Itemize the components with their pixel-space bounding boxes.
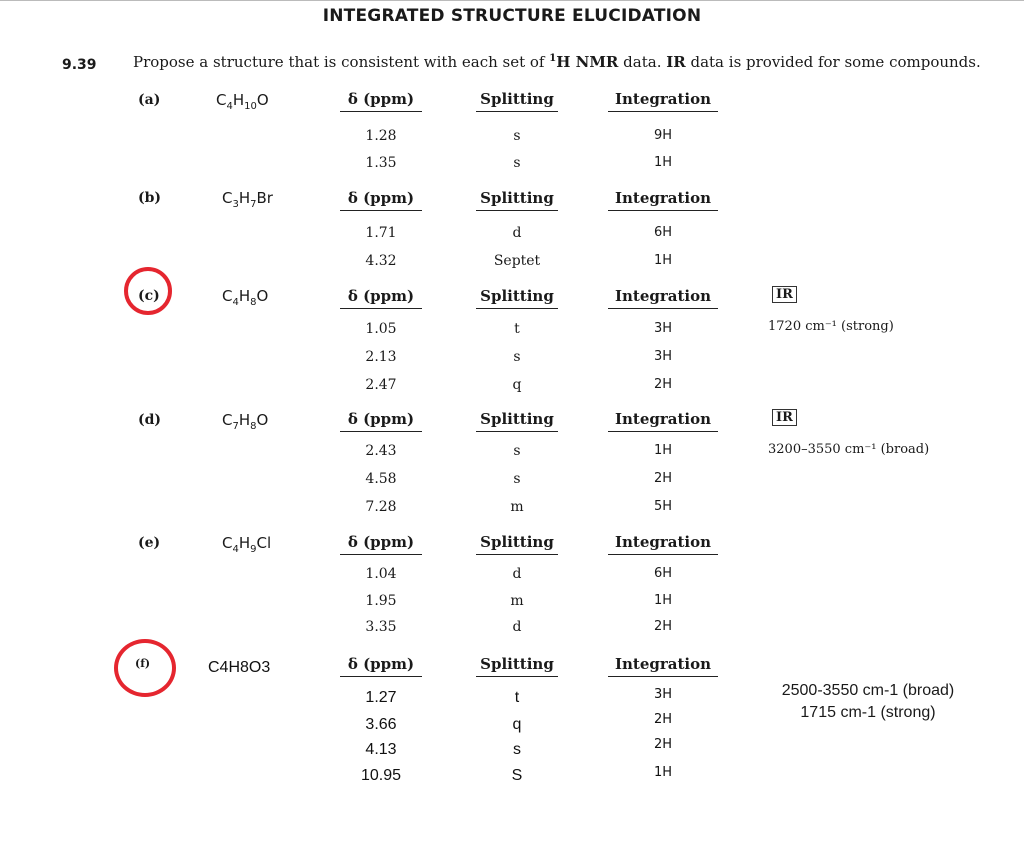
part-e-ppm-1: 1.04	[365, 566, 397, 582]
problem-number: 9.39	[62, 57, 97, 73]
part-e-split-2: m	[510, 593, 524, 609]
part-e-split-3: d	[512, 619, 522, 635]
part-f-label: (f)	[135, 657, 151, 670]
part-f-split-4: S	[511, 767, 523, 784]
part-a-integration-header: Integration	[608, 90, 718, 112]
part-d-integ-3: 5H	[653, 499, 673, 514]
part-d-integ-1: 1H	[653, 443, 673, 458]
part-a-ppm-1: 1.28	[365, 128, 397, 144]
part-f-ir-line-1: 2500-3550 cm-1 (broad)	[781, 682, 955, 699]
part-f-ppm-1: 1.27	[365, 689, 397, 706]
part-c-integration-header: Integration	[608, 287, 718, 309]
part-a-label: (a)	[138, 92, 161, 108]
part-f-splitting-header: Splitting	[476, 655, 558, 677]
part-a-split-2: s	[513, 155, 521, 171]
part-d-ppm-3: 7.28	[365, 499, 397, 515]
part-d-splitting-header: Splitting	[476, 410, 558, 432]
part-c-formula: $C_4H_8O$	[222, 287, 269, 308]
part-a-split-1: s	[513, 128, 521, 144]
part-a-integ-1: 9H	[653, 128, 673, 143]
part-b-label: (b)	[138, 190, 162, 206]
part-e-integ-3: 2H	[653, 619, 673, 634]
page-title: INTEGRATED STRUCTURE ELUCIDATION	[322, 6, 702, 26]
part-d-label: (d)	[138, 412, 162, 428]
part-d-integ-2: 2H	[653, 471, 673, 486]
part-f-integ-1: 3H	[653, 687, 673, 702]
part-f-split-3: s	[513, 741, 521, 758]
part-d-split-2: s	[513, 471, 521, 487]
part-b-formula: $C_3H_7Br$	[222, 189, 273, 210]
part-e-integ-1: 6H	[653, 566, 673, 581]
part-c-ir-value: 1720 cm⁻¹ (strong)	[768, 319, 894, 334]
part-c-integ-2: 3H	[653, 349, 673, 364]
part-e-formula: $C_4H_9Cl$	[222, 534, 272, 555]
part-f-split-1: t	[514, 689, 520, 706]
part-f-formula: C4H8O3	[208, 659, 271, 676]
part-b-integ-1: 6H	[653, 225, 673, 240]
part-e-ppm-3: 3.35	[365, 619, 397, 635]
part-c-splitting-header: Splitting	[476, 287, 558, 309]
part-c-ppm-3: 2.47	[365, 377, 397, 393]
part-a-ppm-2: 1.35	[365, 155, 397, 171]
part-b-integration-header: Integration	[608, 189, 718, 211]
part-c-integ-1: 3H	[653, 321, 673, 336]
part-f-ir-line-2: 1715 cm-1 (strong)	[800, 704, 936, 721]
part-b-integ-2: 1H	[653, 253, 673, 268]
part-d-ir-value: 3200–3550 cm⁻¹ (broad)	[768, 442, 930, 457]
part-c-split-1: t	[514, 321, 520, 337]
part-c-split-3: q	[512, 377, 522, 393]
part-f-integ-4: 1H	[653, 765, 673, 780]
part-d-split-3: m	[510, 499, 524, 515]
part-b-split-2: Septet	[493, 253, 541, 269]
part-c-label: (c)	[138, 288, 160, 304]
part-c-ppm-header: δ (ppm)	[340, 287, 422, 309]
part-f-integ-3: 2H	[653, 737, 673, 752]
part-f-integ-2: 2H	[653, 712, 673, 727]
part-b-ppm-2: 4.32	[365, 253, 397, 269]
part-f-ppm-4: 10.95	[360, 767, 402, 784]
part-b-splitting-header: Splitting	[476, 189, 558, 211]
part-b-ppm-header: δ (ppm)	[340, 189, 422, 211]
problem-intro: Propose a structure that is consistent with each set of $^1$H NMR data. IR data is provided for some compounds.	[133, 53, 981, 71]
part-b-ppm-1: 1.71	[365, 225, 397, 241]
part-f-ppm-header: δ (ppm)	[340, 655, 422, 677]
part-c-integ-3: 2H	[653, 377, 673, 392]
part-a-formula: $C_4H_{10}O$	[216, 91, 269, 112]
part-e-integration-header: Integration	[608, 533, 718, 555]
part-a-integ-2: 1H	[653, 155, 673, 170]
part-f-ppm-2: 3.66	[365, 716, 397, 733]
part-d-ir-label: IR	[772, 409, 797, 426]
part-a-splitting-header: Splitting	[476, 90, 558, 112]
part-c-ppm-1: 1.05	[365, 321, 397, 337]
part-e-ppm-2: 1.95	[365, 593, 397, 609]
part-e-label: (e)	[138, 535, 161, 551]
part-f-ppm-3: 4.13	[365, 741, 397, 758]
part-d-formula: $C_7H_8O$	[222, 411, 269, 432]
part-d-integration-header: Integration	[608, 410, 718, 432]
part-f-integration-header: Integration	[608, 655, 718, 677]
part-e-split-1: d	[512, 566, 522, 582]
top-rule	[0, 0, 1024, 1]
part-e-ppm-header: δ (ppm)	[340, 533, 422, 555]
part-b-split-1: d	[512, 225, 522, 241]
part-d-ppm-1: 2.43	[365, 443, 397, 459]
part-d-split-1: s	[513, 443, 521, 459]
part-e-integ-2: 1H	[653, 593, 673, 608]
part-e-splitting-header: Splitting	[476, 533, 558, 555]
part-d-ppm-2: 4.58	[365, 471, 397, 487]
part-d-ppm-header: δ (ppm)	[340, 410, 422, 432]
part-c-ppm-2: 2.13	[365, 349, 397, 365]
part-c-ir-label: IR	[772, 286, 797, 303]
part-c-split-2: s	[513, 349, 521, 365]
part-f-split-2: q	[512, 716, 522, 733]
part-a-ppm-header: δ (ppm)	[340, 90, 422, 112]
